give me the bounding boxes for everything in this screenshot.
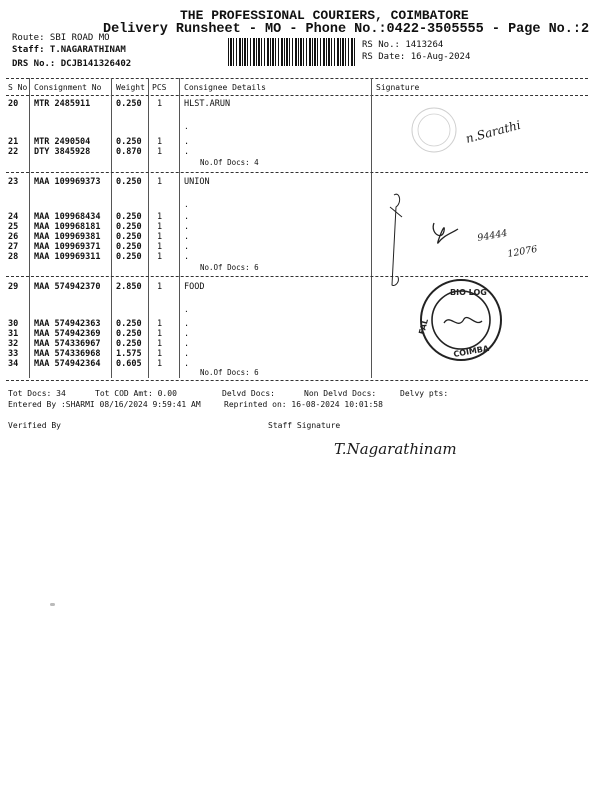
pcs: 1 — [157, 177, 163, 187]
table-row — [0, 252, 372, 264]
staff-signature — [330, 428, 500, 468]
pcs: 1 — [157, 242, 163, 252]
weight: 0.250 — [116, 329, 142, 339]
sno: 24 — [8, 212, 19, 222]
consignee: . — [184, 349, 190, 359]
group-doc-count: No.Of Docs: 6 — [200, 263, 259, 272]
signature-scribble-icon — [390, 194, 402, 285]
column-header-consignment: Consignment No — [34, 83, 102, 92]
weight: 0.250 — [116, 99, 142, 109]
rs-date: RS Date: 16-Aug-2024 — [362, 52, 471, 62]
sno: 26 — [8, 232, 19, 242]
consignee: . — [184, 242, 190, 252]
table-row — [0, 282, 372, 294]
stamp-bottom-text: COIMBA — [452, 343, 490, 359]
consignee: FOOD — [184, 282, 205, 292]
barcode — [228, 38, 356, 66]
table-row — [0, 177, 372, 189]
column-header-weight: Weight — [116, 83, 145, 92]
sno: 23 — [8, 177, 19, 187]
signature-sig1: n.Sarathi — [464, 117, 523, 146]
table-top-rule — [6, 78, 588, 79]
column-header-signature: Signature — [376, 83, 420, 92]
weight: 0.250 — [116, 177, 142, 187]
pcs: 1 — [157, 212, 163, 222]
consignee-dot: . — [184, 122, 189, 131]
consignment-no: MAA 574942369 — [34, 329, 101, 339]
weight: 0.250 — [116, 242, 142, 252]
consignee: UNION — [184, 177, 210, 187]
company-stamp-icon — [417, 280, 501, 360]
consignment-no: MAA 109968434 — [34, 212, 101, 222]
group-doc-count: No.Of Docs: 6 — [200, 368, 259, 377]
consignee: HLST.ARUN — [184, 99, 231, 109]
table-row — [0, 147, 372, 159]
consignment-no: MAA 574942364 — [34, 359, 101, 369]
pcs: 1 — [157, 359, 163, 369]
sno: 20 — [8, 99, 19, 109]
consignment-no: MTR 2485911 — [34, 99, 91, 109]
route-label: Route: SBI ROAD MO — [12, 33, 110, 43]
weight: 0.250 — [116, 319, 142, 329]
pcs: 1 — [157, 137, 163, 147]
staff-label: Staff: T.NAGARATHINAM — [12, 45, 126, 55]
consignment-no: DTY 3845928 — [34, 147, 91, 157]
staff-signature-text: T.Nagarathinam — [334, 440, 457, 458]
sno: 25 — [8, 222, 19, 232]
signature-sig2-icon — [433, 223, 458, 243]
table-row — [0, 99, 372, 111]
column-header-sno: S No — [8, 83, 28, 92]
pcs: 1 — [157, 252, 163, 262]
verified-by-label: Verified By — [8, 421, 61, 430]
weight: 0.250 — [116, 339, 142, 349]
pcs: 1 — [157, 232, 163, 242]
sno: 30 — [8, 319, 19, 329]
pcs: 1 — [157, 147, 163, 157]
pcs: 1 — [157, 282, 163, 292]
weight: 0.870 — [116, 147, 142, 157]
sno: 27 — [8, 242, 19, 252]
group-doc-count: No.Of Docs: 4 — [200, 158, 259, 167]
pcs: 1 — [157, 339, 163, 349]
sno: 29 — [8, 282, 19, 292]
consignee: . — [184, 359, 190, 369]
stamp-left-text: FAL — [417, 317, 431, 336]
sno: 34 — [8, 359, 19, 369]
consignment-no: MAA 109969381 — [34, 232, 101, 242]
weight: 0.250 — [116, 252, 142, 262]
consignment-no: MAA 574336967 — [34, 339, 101, 349]
weight: 0.250 — [116, 222, 142, 232]
signature-area — [372, 95, 592, 395]
consignee: . — [184, 319, 190, 329]
pcs: 1 — [157, 222, 163, 232]
sno: 22 — [8, 147, 19, 157]
consignee: . — [184, 329, 190, 339]
consignment-no: MAA 109969371 — [34, 242, 101, 252]
sno: 31 — [8, 329, 19, 339]
weight: 0.250 — [116, 212, 142, 222]
entered-by: Entered By :SHARMI 08/16/2024 9:59:41 AM — [8, 400, 201, 409]
sno: 32 — [8, 339, 19, 349]
consignment-no: MAA 109969311 — [34, 252, 101, 262]
sno: 28 — [8, 252, 19, 262]
consignee-dot: . — [184, 305, 189, 314]
table-row — [0, 359, 372, 371]
consignment-no: MAA 574336968 — [34, 349, 101, 359]
consignment-no: MAA 574942370 — [34, 282, 101, 292]
weight: 0.250 — [116, 232, 142, 242]
pcs: 1 — [157, 329, 163, 339]
consignee: . — [184, 212, 190, 222]
document-title: THE PROFESSIONAL COURIERS, COIMBATORE — [180, 8, 469, 23]
paper-speck — [50, 603, 55, 606]
consignee: . — [184, 147, 190, 157]
drs-number: DRS No.: DCJB141326402 — [12, 59, 132, 69]
delivered-docs: Delvd Docs: — [222, 389, 275, 398]
consignee: . — [184, 137, 190, 147]
consignee-dot: . — [184, 200, 189, 209]
sno: 21 — [8, 137, 19, 147]
reprinted-on: Reprinted on: 16-08-2024 10:01:58 — [224, 400, 383, 409]
non-delivered-docs: Non Delvd Docs: — [304, 389, 377, 398]
rs-number: RS No.: 1413264 — [362, 40, 444, 50]
pcs: 1 — [157, 349, 163, 359]
signature-sig2-num1: 94444 — [476, 227, 509, 244]
consignment-no: MAA 109969373 — [34, 177, 101, 187]
consignment-no: MAA 109968181 — [34, 222, 101, 232]
weight: 0.605 — [116, 359, 142, 369]
pcs: 1 — [157, 99, 163, 109]
weight: 1.575 — [116, 349, 142, 359]
consignee: . — [184, 252, 190, 262]
weight: 0.250 — [116, 137, 142, 147]
total-cod-amount: Tot COD Amt: 0.00 — [95, 389, 177, 398]
delivery-points: Delvy pts: — [400, 389, 449, 398]
consignee: . — [184, 222, 190, 232]
consignment-no: MAA 574942363 — [34, 319, 101, 329]
sno: 33 — [8, 349, 19, 359]
total-docs: Tot Docs: 34 — [8, 389, 66, 398]
stamp-top-text: BIO LOG — [450, 288, 487, 297]
weight: 2.850 — [116, 282, 142, 292]
signature-sig2-num2: 12076 — [506, 243, 539, 260]
faint-stamp-icon — [412, 108, 456, 152]
pcs: 1 — [157, 319, 163, 329]
consignee: . — [184, 232, 190, 242]
staff-signature-label: Staff Signature — [268, 421, 341, 430]
consignment-no: MTR 2490504 — [34, 137, 91, 147]
column-header-pcs: PCS — [152, 83, 167, 92]
column-header-consignee: Consignee Details — [184, 83, 266, 92]
consignee: . — [184, 339, 190, 349]
document-subtitle: Delivery Runsheet - MO - Phone No.:0422-3505555 - Page No.:2 — [103, 22, 590, 37]
